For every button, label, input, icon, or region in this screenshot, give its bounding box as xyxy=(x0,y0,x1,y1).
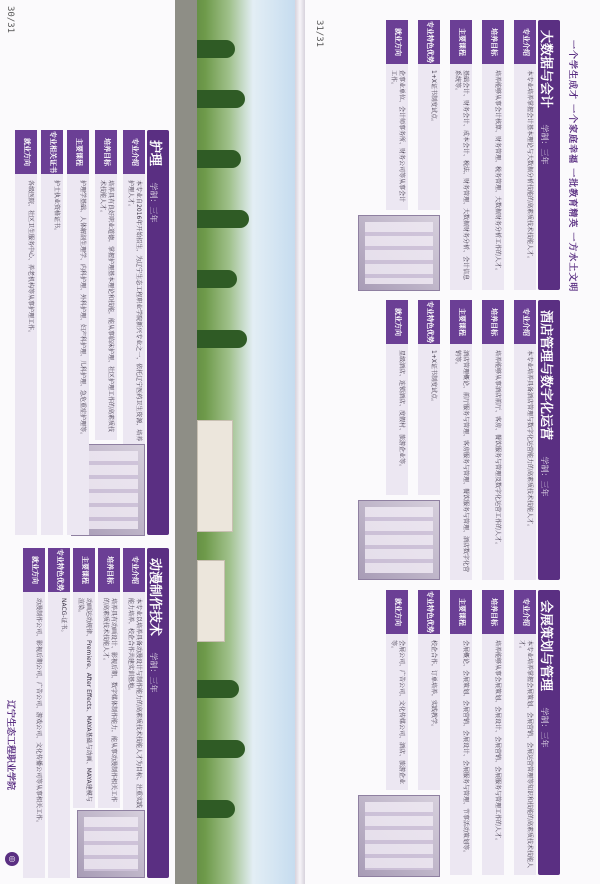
major-title xyxy=(538,300,560,580)
row-label: 就业方向 xyxy=(386,590,408,634)
row-label: 主要课程 xyxy=(450,20,472,64)
info-row xyxy=(482,300,504,580)
row-label: 就业方向 xyxy=(386,20,408,64)
row-label: 专业介绍 xyxy=(514,590,536,634)
major-duration: 学制：三年 xyxy=(149,652,158,693)
major-title xyxy=(538,590,560,875)
row-text: 校企合作，订单培养，实践教学。 xyxy=(418,634,440,790)
school-logo-icon: ◎ xyxy=(5,852,19,866)
major-duration: 学制：三年 xyxy=(540,124,549,165)
row-label: 培养目标 xyxy=(482,20,504,64)
info-row xyxy=(23,548,45,878)
info-row xyxy=(514,20,536,290)
row-text: 会展公司、广告公司、文化传媒公司、酒店、旅游企业等。 xyxy=(386,634,408,790)
row-text: 培养能够从事会展策划、会展设计、会展营销、会展服务与管理工作的人才。 xyxy=(482,634,504,875)
hotel-photo xyxy=(358,500,440,580)
major-name: 大数据与会计 xyxy=(538,30,553,109)
info-row xyxy=(450,300,472,580)
row-label: 就业方向 xyxy=(386,300,408,344)
right-page xyxy=(305,0,600,884)
info-row xyxy=(386,590,408,790)
major-name: 会展策划与管理 xyxy=(538,600,553,692)
info-row xyxy=(48,548,70,878)
row-text: 本专业培养掌握会展策划、会展营销、会展运营管理等知识和技能的高素质技术技能人才。 xyxy=(514,634,536,875)
info-row xyxy=(41,130,63,535)
info-row xyxy=(450,590,472,875)
info-row xyxy=(418,590,440,790)
row-label: 主要课程 xyxy=(450,300,472,344)
row-text: 动漫制作公司、影视后期公司、广告公司、游戏公司、文化传播公司等从事相关工作。 xyxy=(23,592,45,878)
info-row xyxy=(482,20,504,290)
row-text: 培养具有良好职业道德，掌握护理基本理论和技能，能从事临床护理、社区护理工作的高素质技术技能人才。 xyxy=(95,174,117,440)
row-label: 主要课程 xyxy=(450,590,472,634)
row-text: 企事业单位、会计师事务所、财务公司等从事会计工作。 xyxy=(386,64,408,210)
right-page-content xyxy=(305,0,600,884)
row-text: 动画运动规律、Premiere、After Effects、MAYA基础与动画、MAYA建模与渲染。 xyxy=(73,592,95,808)
info-row xyxy=(67,130,89,535)
major-title xyxy=(538,20,560,290)
info-row xyxy=(386,20,408,210)
classroom-photo xyxy=(358,215,440,291)
row-text: 培养能够从事会计核算、财务管理、税务管理、大数据财务分析工作的人才。 xyxy=(482,64,504,290)
row-label: 专业介绍 xyxy=(514,300,536,344)
row-text: 1+X证书制度试点。 xyxy=(418,344,440,495)
row-label: 专业特色优势 xyxy=(418,300,440,344)
major-title xyxy=(147,548,169,878)
row-label: 专业特色优势 xyxy=(418,590,440,634)
row-text: 护理学基础、人体解剖生理学、内科护理、外科护理、妇产科护理、儿科护理、急危重症护理等。 xyxy=(67,174,89,535)
exhibition-photo xyxy=(358,795,440,877)
info-row xyxy=(514,590,536,875)
row-text: 培养具有动画设计、影视后期、数字媒体制作能力，能从事动漫制作相关工作的高素质技术技能人才。 xyxy=(98,592,120,808)
row-label: 专业特色优势 xyxy=(48,548,70,592)
row-text: NACG-证书。 xyxy=(48,592,70,878)
row-label: 专业介绍 xyxy=(123,130,145,174)
info-row xyxy=(73,548,95,808)
major-title xyxy=(147,130,169,535)
row-label: 专业相关证书 xyxy=(41,130,63,174)
row-label: 主要课程 xyxy=(73,548,95,592)
major-name: 护理 xyxy=(147,140,162,167)
info-row xyxy=(418,300,440,495)
page-number: 30/31 xyxy=(5,6,15,34)
row-label: 专业介绍 xyxy=(514,20,536,64)
info-row xyxy=(450,20,472,290)
left-page-content xyxy=(0,0,295,884)
studio-photo xyxy=(77,810,145,878)
school-name: 辽宁生态工程职业学院 xyxy=(5,700,15,791)
campus-photo xyxy=(175,0,295,884)
major-name: 酒店管理与数字化运营 xyxy=(538,310,553,441)
row-text: 本专业培养具备酒店管理与数字化运营能力的高素质技术技能人才。 xyxy=(514,344,536,580)
page-number: 31/31 xyxy=(314,20,324,48)
row-label: 培养目标 xyxy=(482,300,504,344)
page-gutter xyxy=(295,0,305,884)
row-text: 各级医院、社区卫生服务中心、养老机构等从事护理工作。 xyxy=(15,174,37,535)
row-text: 本专业培养掌握会计基本理论与大数据分析技能的高素质技术技能人才。 xyxy=(514,64,536,290)
info-row xyxy=(95,130,117,440)
major-duration: 学制：三年 xyxy=(540,707,549,748)
row-label: 专业介绍 xyxy=(123,548,145,592)
row-text: 护士执业资格证书。 xyxy=(41,174,63,535)
info-row xyxy=(482,590,504,875)
info-row xyxy=(15,130,37,535)
row-label: 就业方向 xyxy=(15,130,37,174)
row-label: 专业特色优势 xyxy=(418,20,440,64)
row-text: 本专业自2016年开始招生，为辽宁生态工程职业学院新兴专业之一，依托辽宁医药卫生资源，培养护理人才。 xyxy=(123,174,145,448)
major-duration: 学制：三年 xyxy=(540,456,549,497)
info-row xyxy=(386,300,408,495)
row-text: 培养能够从事酒店前厅、客房、餐饮服务与管理及数字化运营工作的人才。 xyxy=(482,344,504,580)
row-text: 基础会计、财务会计、成本会计、税法、财务管理、大数据财务分析、会计信息系统等。 xyxy=(450,64,472,290)
row-label: 培养目标 xyxy=(95,130,117,174)
row-text: 星级酒店、连锁酒店、度假村、旅游企业等。 xyxy=(386,344,408,495)
major-duration: 学制：三年 xyxy=(149,182,158,223)
row-text: 1+X证书制度试点。 xyxy=(418,64,440,210)
row-label: 就业方向 xyxy=(23,548,45,592)
info-row xyxy=(98,548,120,808)
left-page xyxy=(0,0,295,884)
row-text: 酒店管理概论、前厅服务与管理、客房服务与管理、餐饮服务与管理、酒店数字化营销等。 xyxy=(450,344,472,580)
row-label: 培养目标 xyxy=(482,590,504,634)
info-row xyxy=(514,300,536,580)
row-label: 培养目标 xyxy=(98,548,120,592)
row-text: 会展概论、会展策划、会展营销、会展设计、会展服务与管理、节事活动策划等。 xyxy=(450,634,472,875)
row-label: 主要课程 xyxy=(67,130,89,174)
info-row xyxy=(418,20,440,210)
major-name: 动漫制作技术 xyxy=(147,558,162,637)
row-text: 本专业以培养具备动漫设计与制作能力的高素质技术技能人才为目标，注重实践能力培养，校企合作共建实训基地。 xyxy=(123,592,145,814)
slogan: 一个学生成才 一个家庭幸福 一批教育精英 一方水土文明 xyxy=(567,40,577,293)
